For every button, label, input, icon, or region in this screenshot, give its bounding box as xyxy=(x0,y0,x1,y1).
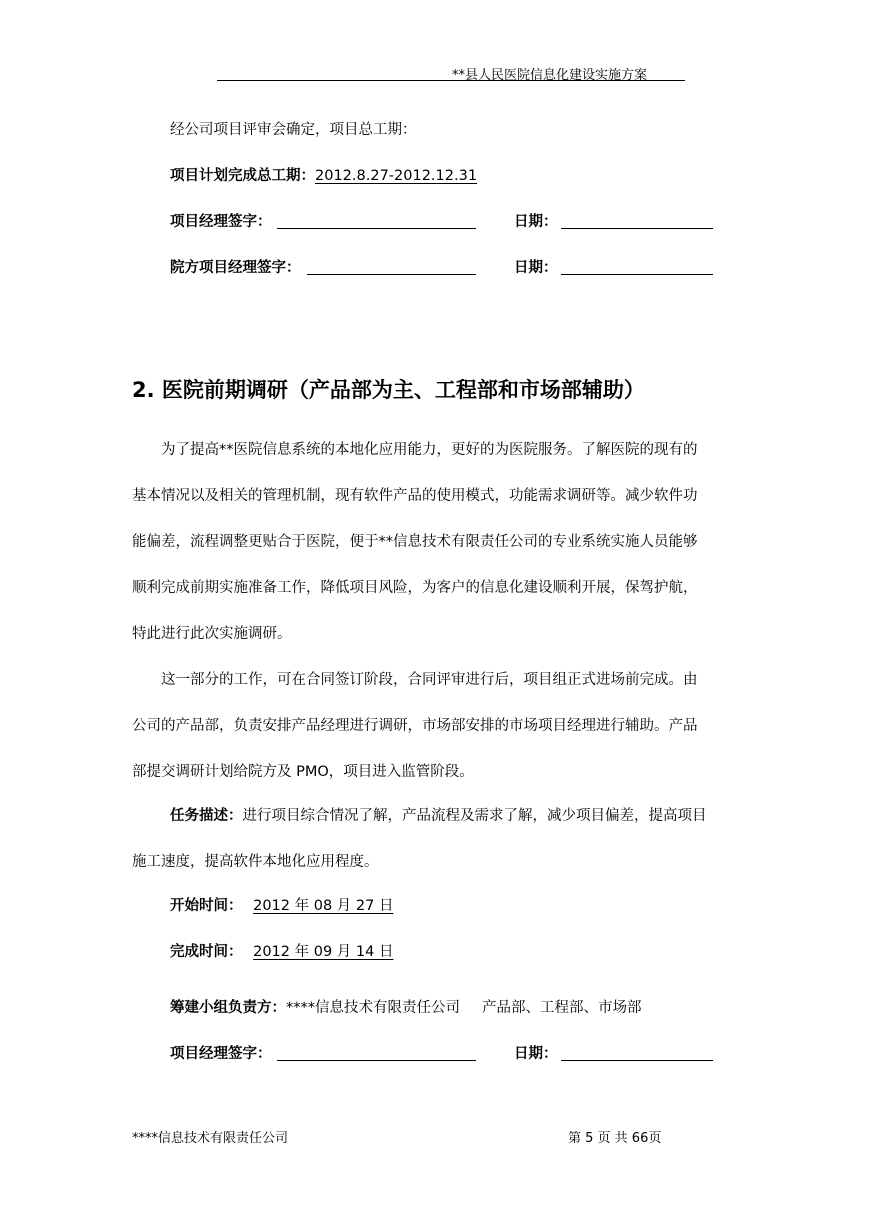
date-line-1 xyxy=(561,228,713,229)
start-value: 2012 年 08 月 27 日 xyxy=(253,898,394,914)
task-label: 任务描述： xyxy=(170,808,243,824)
para1-line-2: 基本情况以及相关的管理机制，现有软件产品的使用模式，功能需求调研等。减少软件功 xyxy=(132,488,698,504)
date-label-1: 日期： xyxy=(514,214,558,230)
date-line-3 xyxy=(561,1060,713,1061)
para1-line-3: 能偏差，流程调整更贴合于医院，便于**信息技术有限责任公司的专业系统实施人员能够 xyxy=(132,534,698,550)
task-line-2: 施工速度，提高软件本地化应用程度。 xyxy=(132,854,379,870)
para2-line-2: 公司的产品部，负责安排产品经理进行调研，市场部安排的市场项目经理进行辅助。产品 xyxy=(132,718,698,734)
pm-sign-label-3: 项目经理签字： xyxy=(170,1046,272,1062)
pm-sign-label-1: 项目经理签字： xyxy=(170,214,272,230)
hospital-pm-sign-line xyxy=(307,274,476,275)
pm-sign-line-3 xyxy=(277,1060,476,1061)
finish-label: 完成时间： xyxy=(170,944,243,960)
section-title: 医院前期调研（产品部为主、工程部和市场部辅助） xyxy=(161,378,645,402)
header-rule xyxy=(217,80,685,81)
para2-line-1: 这一部分的工作，可在合同签订阶段，合同评审进行后，项目组正式进场前完成。由 xyxy=(161,672,698,688)
plan-value: 2012.8.27-2012.12.31 xyxy=(315,168,478,184)
team-company: ****信息技术有限责任公司 xyxy=(286,1000,460,1016)
para1-line-4: 顺利完成前期实施准备工作，降低项目风险，为客户的信息化建设顺利开展，保驾护航， xyxy=(132,580,698,596)
start-row xyxy=(170,894,393,915)
finish-row xyxy=(170,940,393,961)
team-row xyxy=(170,996,642,1017)
team-depts: 产品部、工程部、市场部 xyxy=(482,1000,642,1016)
task-text-1: 进行项目综合情况了解，产品流程及需求了解，减少项目偏差，提高项目 xyxy=(242,808,707,824)
footer-company: ****信息技术有限责任公司 xyxy=(132,1131,289,1146)
date-label-3: 日期： xyxy=(514,1046,558,1062)
footer-page-number: 第 5 页 共 66页 xyxy=(568,1131,662,1146)
section-number: 2. xyxy=(132,378,155,402)
page-header-title: **县人民医院信息化建设实施方案 xyxy=(452,68,648,83)
date-line-2 xyxy=(561,274,713,275)
section-heading xyxy=(132,374,645,404)
pm-sign-line-1 xyxy=(277,228,476,229)
intro-text: 经公司项目评审会确定，项目总工期： xyxy=(170,122,417,138)
date-label-2: 日期： xyxy=(514,260,558,276)
plan-label: 项目计划完成总工期： xyxy=(170,168,315,184)
start-label: 开始时间： xyxy=(170,898,243,914)
para1-line-1: 为了提高**医院信息系统的本地化应用能力，更好的为医院服务。了解医院的现有的 xyxy=(161,442,698,458)
hospital-pm-sign-label: 院方项目经理签字： xyxy=(170,260,301,276)
plan-row xyxy=(170,164,477,185)
para1-line-5: 特此进行此次实施调研。 xyxy=(132,626,292,642)
task-line-1 xyxy=(170,804,707,825)
team-label: 筹建小组负责方： xyxy=(170,1000,286,1016)
finish-value: 2012 年 09 月 14 日 xyxy=(253,944,394,960)
para2-line-3: 部提交调研计划给院方及 PMO，项目进入监管阶段。 xyxy=(132,764,474,780)
